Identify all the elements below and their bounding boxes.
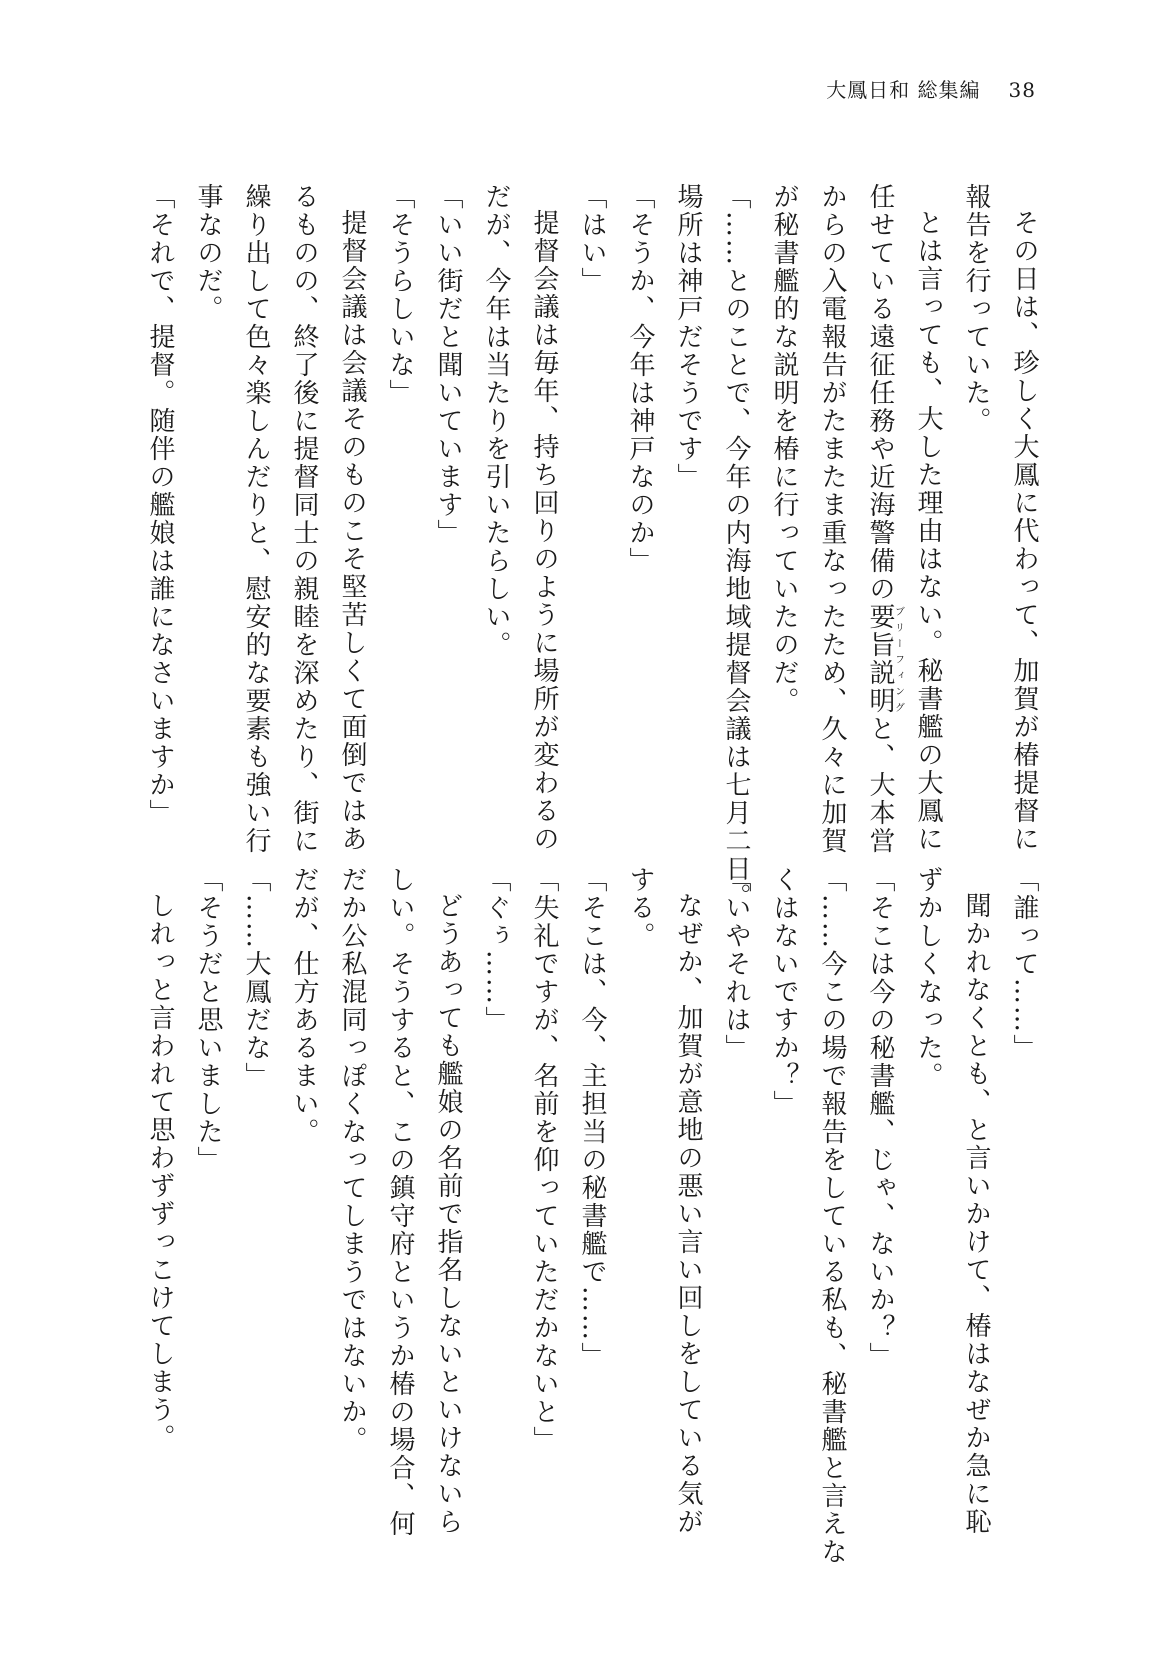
text-line: その日は、珍しく大鳳に代わって、加賀が椿提督に <box>1009 209 1039 853</box>
ruby-annotation <box>865 603 904 715</box>
text-line: 「……今この場で報告をしている私も、秘書艦と言えな <box>817 866 847 1566</box>
book-title: 大鳳日和 総集編 <box>826 78 981 102</box>
text-line: からの入電報告がたまたま重なったため、久々に加賀 <box>817 183 847 855</box>
text-line: どうあっても艦娘の名前で指名しないといけないら <box>433 892 463 1536</box>
text-block-bottom <box>136 866 1048 1566</box>
text-fragment: と、大本営 <box>865 715 895 855</box>
ruby-base: 要旨説明 <box>865 603 895 715</box>
text-line: 「それで、提督。随伴の艦娘は誰になさいますか」 <box>145 183 175 827</box>
text-line: ずかしくなった。 <box>913 866 943 1090</box>
text-line: 「いやそれは」 <box>721 866 751 1062</box>
text-line: しれっと言われて思わずずっこけてしまう。 <box>145 892 175 1452</box>
text-line: 「失礼ですが、名前を仰っていただかないと」 <box>529 866 559 1454</box>
text-line: 提督会議は毎年、持ち回りのように場所が変わるの <box>529 209 559 853</box>
text-line: 報告を行っていた。 <box>961 183 991 435</box>
text-line: 提督会議は会議そのものこそ堅苦しくて面倒ではあ <box>337 209 367 853</box>
text-line: 事なのだ。 <box>193 183 223 323</box>
page-number: 38 <box>1008 78 1036 102</box>
text-line: 「はい」 <box>577 183 607 295</box>
text-line: だが、仕方あるまい。 <box>289 866 319 1146</box>
ruby-text: ブリーフィング <box>892 603 904 715</box>
text-line: 「……大鳳だな」 <box>241 866 271 1090</box>
text-line: 「ぐぅ……」 <box>481 866 511 1034</box>
text-line: るものの、終了後に提督同士の親睦を深めたり、街に <box>289 183 319 855</box>
text-line: 「……とのことで、今年の内海地域提督会議は七月二日。 <box>721 183 751 911</box>
text-line: が秘書艦的な説明を椿に行っていたのだ。 <box>769 183 799 715</box>
text-line: 「いい街だと聞いています」 <box>433 183 463 547</box>
text-line: 「誰って……」 <box>1009 866 1039 1062</box>
text-line <box>856 183 904 855</box>
text-line: 聞かれなくとも、と言いかけて、椿はなぜか急に恥 <box>961 892 991 1536</box>
text-line: 「そうか、今年は神戸なのか」 <box>625 183 655 575</box>
text-line: 「そうらしいな」 <box>385 183 415 407</box>
text-line: だが、今年は当たりを引いたらしい。 <box>481 183 511 659</box>
text-line: とは言っても、大した理由はない。秘書艦の大鳳に <box>913 209 943 853</box>
running-header <box>826 74 1036 103</box>
text-line: なぜか、加賀が意地の悪い言い回しをしている気が <box>673 892 703 1536</box>
text-line: だか公私混同っぽくなってしまうではないか。 <box>337 866 367 1454</box>
text-line: 「そこは今の秘書艦、じゃ、ないか？」 <box>865 866 895 1370</box>
text-line: 場所は神戸だそうです」 <box>673 183 703 491</box>
text-line: くはないですか？」 <box>769 866 799 1118</box>
text-fragment: 任せている遠征任務や近海警備の <box>865 183 895 603</box>
text-line: 「そうだと思いました」 <box>193 866 223 1174</box>
text-line: 「そこは、今、主担当の秘書艦で……」 <box>577 866 607 1370</box>
text-line: 繰り出して色々楽しんだりと、慰安的な要素も強い行 <box>241 183 271 855</box>
text-line: する。 <box>625 866 655 950</box>
text-line: しい。そうすると、この鎮守府というか椿の場合、何 <box>385 866 415 1538</box>
